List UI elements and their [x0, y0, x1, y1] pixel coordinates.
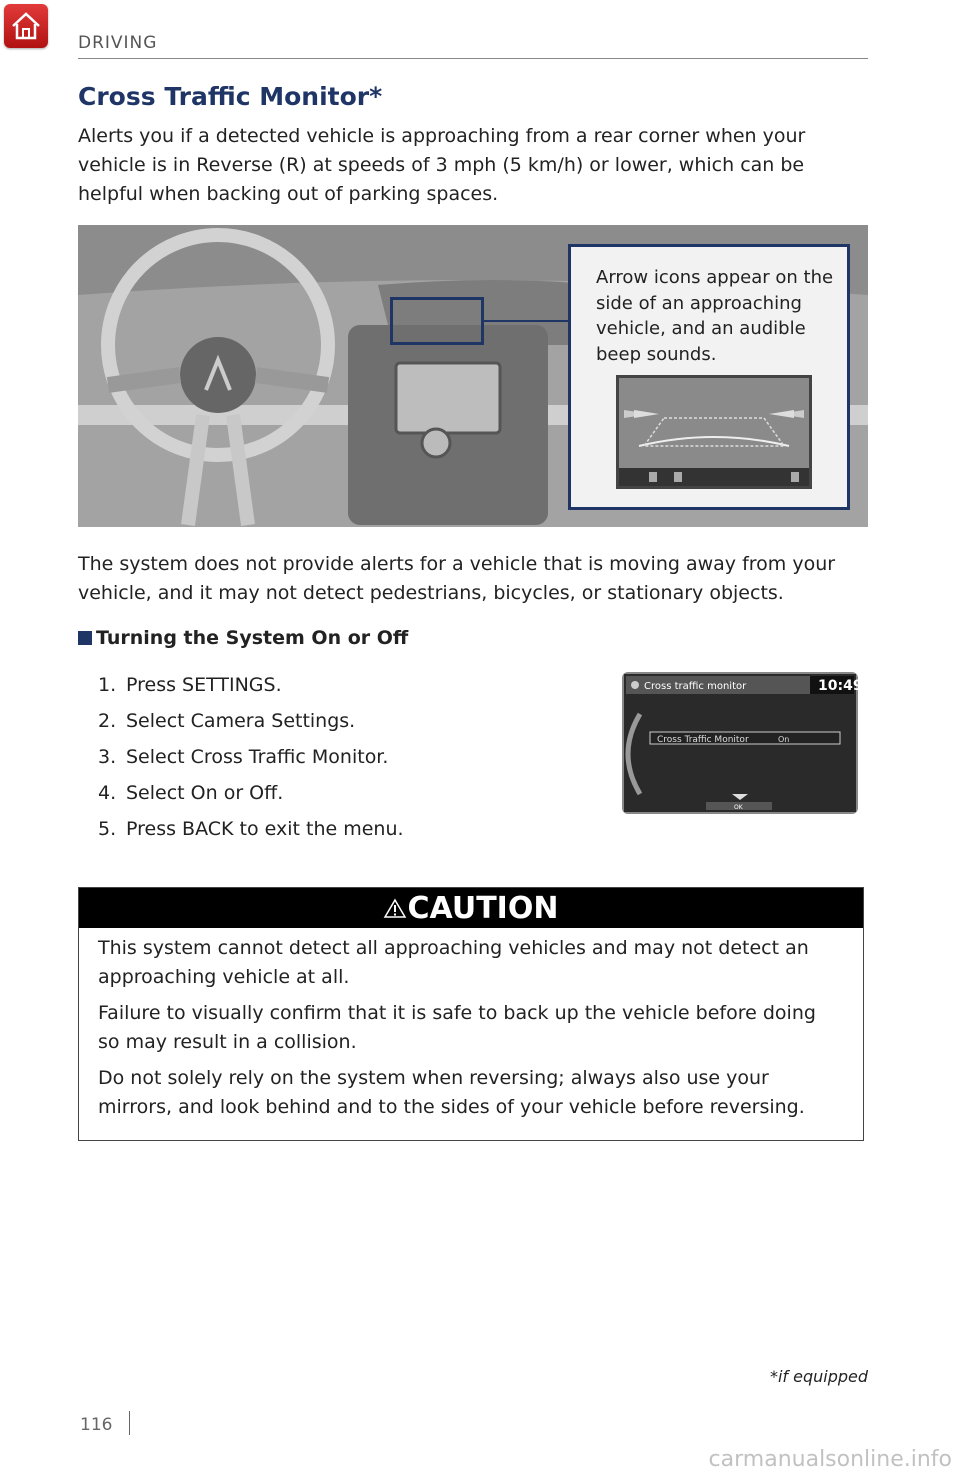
- list-item: 1. Press SETTINGS.: [98, 674, 282, 696]
- page-number: 116: [80, 1415, 113, 1435]
- caution-box: [78, 887, 864, 1141]
- home-button[interactable]: [4, 4, 48, 48]
- watermark: carmanualsonline.info: [708, 1447, 952, 1472]
- caution-title: CAUTION: [407, 890, 559, 926]
- callout-text: Arrow icons appear on the side of an approaching vehicle, and an audible beep sounds.: [596, 267, 834, 365]
- caution-paragraph: Do not solely rely on the system when reversing; always also use your mirrors, and look behind and to the sides of your vehicle before reversing.: [98, 1067, 805, 1118]
- limitations-paragraph: The system does not provide alerts for a vehicle that is moving away from your vehicle, and it may not detect pedestrians, bicycles, or stationary objects.: [78, 553, 836, 604]
- rear-camera-screen: [616, 375, 812, 489]
- screen-title: Cross traffic monitor: [644, 681, 747, 692]
- settings-screen: [622, 672, 863, 814]
- subheading-text: Turning the System On or Off: [96, 627, 409, 649]
- steps-list: [98, 674, 404, 854]
- caution-paragraph: This system cannot detect all approaching vehicles and may not detect an approaching vehicle at all.: [98, 937, 809, 988]
- caution-paragraph: Failure to visually confirm that it is safe to back up the vehicle before doing so may result in a collision.: [98, 1002, 816, 1053]
- dashboard-figure: [78, 225, 868, 527]
- page-title: Cross Traffic Monitor*: [78, 82, 383, 111]
- callout-box: [568, 244, 850, 510]
- subheading: [78, 627, 408, 649]
- menu-item-label: Cross Traffic Monitor: [657, 735, 749, 745]
- caution-header: [79, 888, 863, 928]
- section-bullet-icon: [78, 631, 92, 645]
- header-divider: [78, 58, 868, 59]
- footnote: *if equipped: [769, 1367, 868, 1386]
- settings-screen-display: [624, 674, 863, 812]
- page-number-divider: [129, 1411, 130, 1435]
- section-label: DRIVING: [78, 33, 158, 53]
- rear-camera-view: [619, 378, 809, 486]
- ok-label: OK: [734, 804, 743, 811]
- home-icon: [10, 11, 42, 41]
- display-highlight-box: [390, 297, 484, 345]
- list-item: 2. Select Camera Settings.: [98, 710, 356, 732]
- caution-body: [79, 928, 863, 1122]
- screen-clock: 10:49: [818, 678, 863, 694]
- callout-leader-line: [484, 320, 568, 322]
- menu-item-value: On: [778, 735, 790, 744]
- list-item: 3. Select Cross Traffic Monitor.: [98, 746, 389, 768]
- list-item: 5. Press BACK to exit the menu.: [98, 818, 404, 840]
- warning-triangle-icon: [384, 898, 406, 918]
- intro-paragraph: Alerts you if a detected vehicle is approaching from a rear corner when your vehicle is in Reverse (R) at speeds of 3 mph (5 km/h) or lower, which can be helpful when backing out of parking spaces.: [78, 125, 806, 205]
- list-item: 4. Select On or Off.: [98, 782, 284, 804]
- screen-title-icon: [631, 681, 639, 689]
